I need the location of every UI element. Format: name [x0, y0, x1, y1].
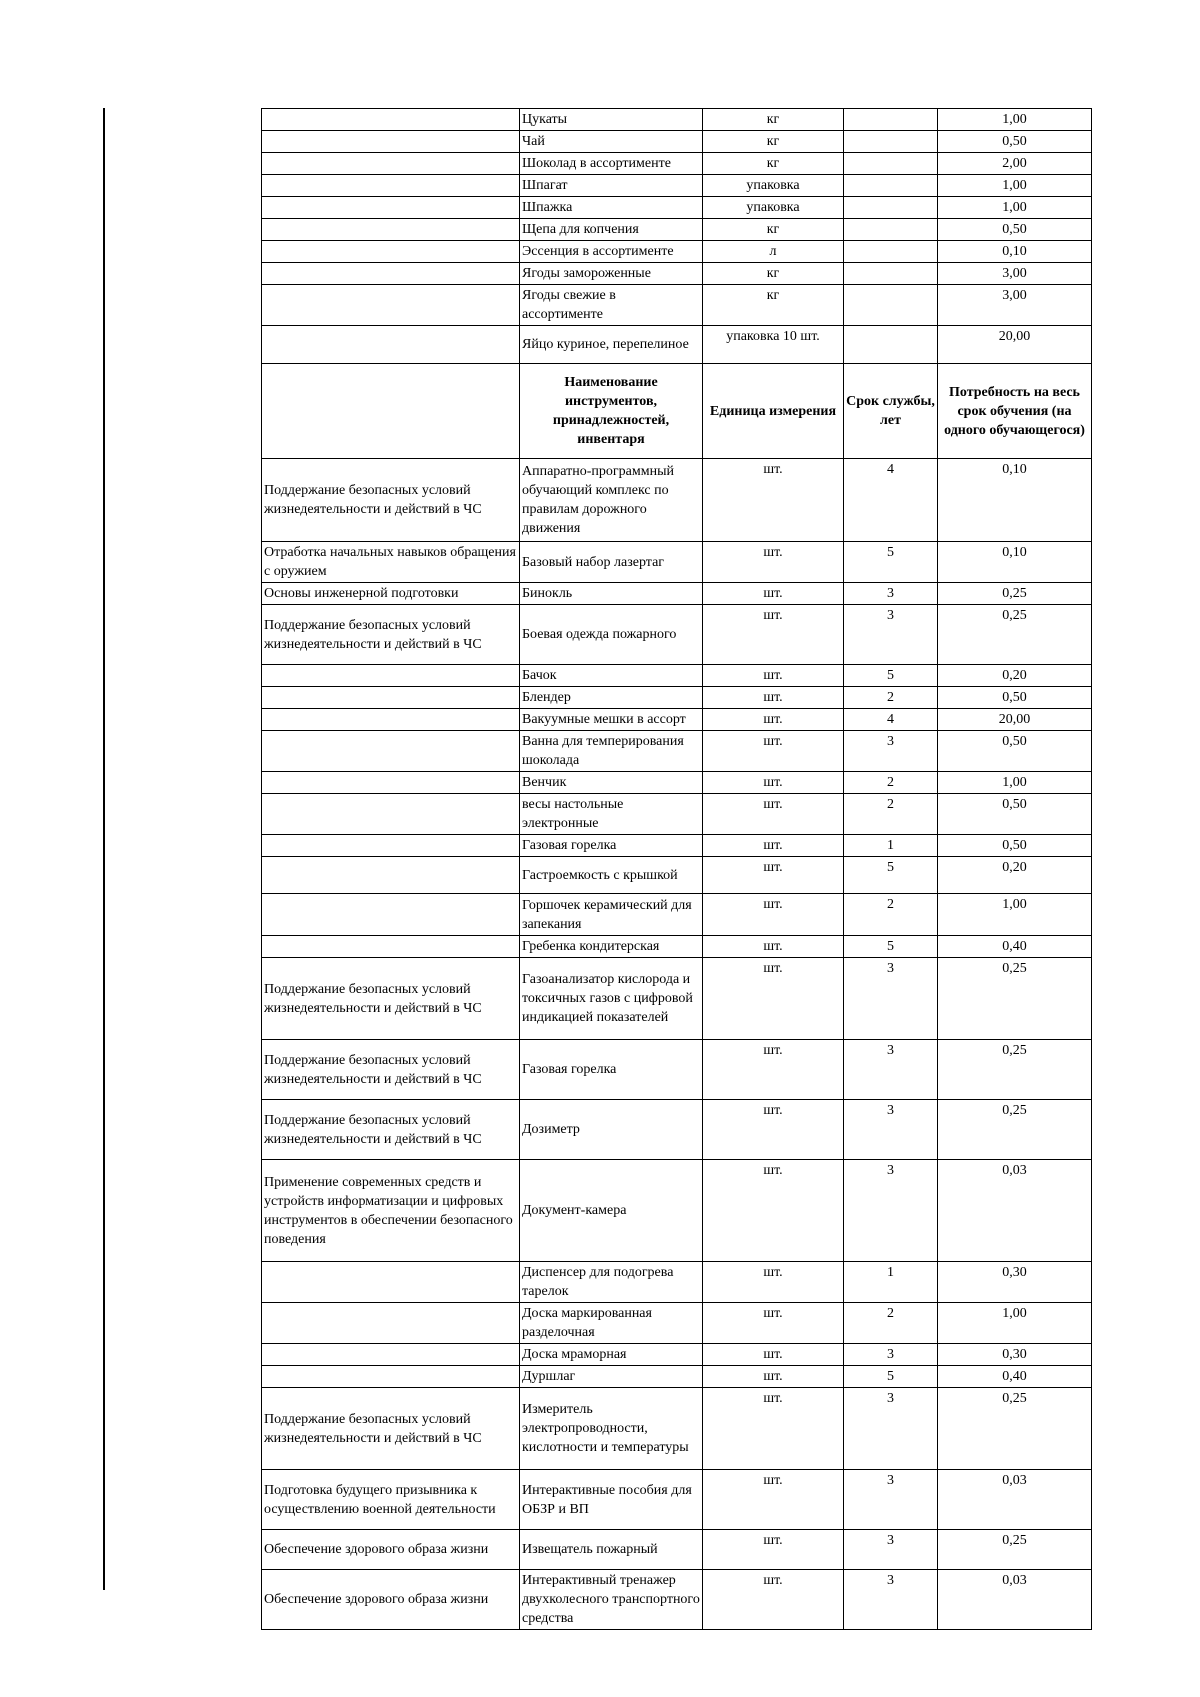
cell-unit: шт. [703, 794, 844, 835]
cell-need: 0,50 [938, 794, 1092, 835]
cell-name: весы настольные электронные [520, 794, 703, 835]
tool-row [262, 709, 1092, 731]
tool-row [262, 542, 1092, 583]
cell-life: 3 [844, 1530, 938, 1570]
cell-unit: кг [703, 109, 844, 131]
cell-life: 1 [844, 835, 938, 857]
cell-area [262, 772, 520, 794]
tool-row [262, 1262, 1092, 1303]
cell-name: Шоколад в ассортименте [520, 153, 703, 175]
cell-area: Поддержание безопасных условий жизнедеятельности и действий в ЧС [262, 1100, 520, 1160]
cell-area [262, 219, 520, 241]
cell-area: Поддержание безопасных условий жизнедеятельности и действий в ЧС [262, 1040, 520, 1100]
cell-name: Извещатель пожарный [520, 1530, 703, 1570]
cell-need: 1,00 [938, 772, 1092, 794]
cell-life: 3 [844, 1160, 938, 1262]
tool-row [262, 665, 1092, 687]
tool-row [262, 772, 1092, 794]
cell-name: Измеритель электропроводности, кислотности и температуры [520, 1388, 703, 1470]
cell-unit: шт. [703, 894, 844, 936]
cell-unit: упаковка [703, 175, 844, 197]
cell-area [262, 1262, 520, 1303]
cell-life: 2 [844, 687, 938, 709]
cell-life: 3 [844, 1388, 938, 1470]
cell-name: Доска мраморная [520, 1344, 703, 1366]
cell-unit: шт. [703, 1040, 844, 1100]
cell-area [262, 1366, 520, 1388]
cell-life: 3 [844, 583, 938, 605]
cell-area: Отработка начальных навыков обращения с оружием [262, 542, 520, 583]
cell-life: 3 [844, 605, 938, 665]
header-name: Наименование инструментов, принадлежностей, инвентаря [520, 364, 703, 459]
cell-need: 3,00 [938, 263, 1092, 285]
table-header [262, 364, 1092, 459]
cell-name: Яйцо куриное, перепелиное [520, 326, 703, 364]
cell-life: 1 [844, 1262, 938, 1303]
tool-row [262, 1160, 1092, 1262]
cell-need: 0,25 [938, 1100, 1092, 1160]
cell-name: Аппаратно-программный обучающий комплекс по правилам дорожного движения [520, 459, 703, 542]
cell-need: 0,30 [938, 1262, 1092, 1303]
cell-life: 5 [844, 936, 938, 958]
tool-row [262, 894, 1092, 936]
cell-need: 0,50 [938, 687, 1092, 709]
left-margin-line [103, 108, 105, 1590]
tool-row [262, 835, 1092, 857]
cell-unit: кг [703, 219, 844, 241]
cell-unit: шт. [703, 1388, 844, 1470]
tool-row [262, 687, 1092, 709]
cell-life: 3 [844, 731, 938, 772]
tool-row [262, 1388, 1092, 1470]
cell-unit: шт. [703, 1344, 844, 1366]
cell-need: 0,50 [938, 131, 1092, 153]
cell-need: 0,03 [938, 1160, 1092, 1262]
food-row [262, 109, 1092, 131]
tool-row [262, 583, 1092, 605]
cell-need: 0,30 [938, 1344, 1092, 1366]
food-row [262, 153, 1092, 175]
cell-life: 3 [844, 1570, 938, 1630]
tool-row [262, 1303, 1092, 1344]
food-row [262, 263, 1092, 285]
cell-life: 2 [844, 772, 938, 794]
cell-unit: упаковка 10 шт. [703, 326, 844, 364]
cell-need: 3,00 [938, 285, 1092, 326]
cell-name: Дозиметр [520, 1100, 703, 1160]
cell-area [262, 153, 520, 175]
cell-area [262, 1344, 520, 1366]
cell-unit: шт. [703, 542, 844, 583]
cell-unit: шт. [703, 687, 844, 709]
cell-area: Основы инженерной подготовки [262, 583, 520, 605]
cell-need: 0,40 [938, 936, 1092, 958]
cell-name: Интерактивный тренажер двухколесного транспортного средства [520, 1570, 703, 1630]
cell-unit: шт. [703, 605, 844, 665]
cell-unit: шт. [703, 772, 844, 794]
cell-need: 1,00 [938, 109, 1092, 131]
cell-need: 0,40 [938, 1366, 1092, 1388]
cell-name: Базовый набор лазертаг [520, 542, 703, 583]
cell-need: 0,03 [938, 1470, 1092, 1530]
tool-row [262, 857, 1092, 894]
cell-name: Ягоды свежие в ассортименте [520, 285, 703, 326]
cell-unit: шт. [703, 835, 844, 857]
cell-area: Обеспечение здорового образа жизни [262, 1530, 520, 1570]
cell-name: Шпажка [520, 197, 703, 219]
cell-area: Поддержание безопасных условий жизнедеятельности и действий в ЧС [262, 605, 520, 665]
cell-life: 5 [844, 542, 938, 583]
cell-unit: шт. [703, 958, 844, 1040]
cell-area [262, 794, 520, 835]
food-row [262, 285, 1092, 326]
cell-area [262, 731, 520, 772]
tool-row [262, 459, 1092, 542]
cell-unit: шт. [703, 459, 844, 542]
cell-unit: шт. [703, 1470, 844, 1530]
cell-name: Ягоды замороженные [520, 263, 703, 285]
food-row [262, 131, 1092, 153]
food-row [262, 197, 1092, 219]
tool-row [262, 1366, 1092, 1388]
cell-area [262, 197, 520, 219]
cell-need: 0,10 [938, 459, 1092, 542]
cell-unit: шт. [703, 1100, 844, 1160]
cell-unit: шт. [703, 665, 844, 687]
cell-unit: кг [703, 285, 844, 326]
header-unit: Единица измерения [703, 364, 844, 459]
cell-name: Диспенсер для подогрева тарелок [520, 1262, 703, 1303]
cell-area [262, 665, 520, 687]
cell-area [262, 131, 520, 153]
cell-need: 0,03 [938, 1570, 1092, 1630]
cell-area [262, 175, 520, 197]
cell-need: 0,25 [938, 605, 1092, 665]
cell-need: 0,10 [938, 542, 1092, 583]
cell-unit: шт. [703, 731, 844, 772]
tool-row [262, 605, 1092, 665]
tool-row [262, 1040, 1092, 1100]
cell-life [844, 131, 938, 153]
cell-need: 1,00 [938, 1303, 1092, 1344]
cell-unit: шт. [703, 1366, 844, 1388]
cell-area [262, 263, 520, 285]
cell-life: 2 [844, 1303, 938, 1344]
cell-unit: шт. [703, 1303, 844, 1344]
cell-life: 5 [844, 857, 938, 894]
cell-life: 3 [844, 1100, 938, 1160]
cell-name: Блендер [520, 687, 703, 709]
cell-unit: шт. [703, 857, 844, 894]
header-area [262, 364, 520, 459]
cell-need: 1,00 [938, 197, 1092, 219]
cell-unit: кг [703, 153, 844, 175]
cell-name: Щепа для копчения [520, 219, 703, 241]
cell-area [262, 241, 520, 263]
cell-name: Газоанализатор кислорода и токсичных газов с цифровой индикацией показателей [520, 958, 703, 1040]
cell-name: Шпагат [520, 175, 703, 197]
cell-life [844, 285, 938, 326]
cell-life: 5 [844, 665, 938, 687]
cell-name: Вакуумные мешки в ассорт [520, 709, 703, 731]
tools-section [262, 459, 1092, 1630]
cell-unit: кг [703, 263, 844, 285]
cell-unit: шт. [703, 1262, 844, 1303]
cell-need: 0,50 [938, 731, 1092, 772]
food-row [262, 241, 1092, 263]
cell-need: 0,25 [938, 1388, 1092, 1470]
cell-unit: упаковка [703, 197, 844, 219]
cell-life: 5 [844, 1366, 938, 1388]
cell-life [844, 241, 938, 263]
cell-name: Гастроемкость с крышкой [520, 857, 703, 894]
cell-area [262, 894, 520, 936]
cell-life [844, 153, 938, 175]
cell-unit: кг [703, 131, 844, 153]
cell-area: Применение современных средств и устройств информатизации и цифровых инструментов в обеспечении безопасного поведения [262, 1160, 520, 1262]
cell-area: Поддержание безопасных условий жизнедеятельности и действий в ЧС [262, 958, 520, 1040]
cell-name: Цукаты [520, 109, 703, 131]
cell-need: 20,00 [938, 326, 1092, 364]
cell-area [262, 1303, 520, 1344]
cell-name: Чай [520, 131, 703, 153]
cell-need: 0,20 [938, 857, 1092, 894]
cell-area [262, 936, 520, 958]
food-section [262, 109, 1092, 364]
cell-name: Венчик [520, 772, 703, 794]
header-life: Срок службы, лет [844, 364, 938, 459]
cell-area [262, 326, 520, 364]
cell-need: 1,00 [938, 175, 1092, 197]
cell-life: 2 [844, 894, 938, 936]
cell-name: Дуршлаг [520, 1366, 703, 1388]
cell-life: 3 [844, 1344, 938, 1366]
cell-name: Бинокль [520, 583, 703, 605]
cell-name: Документ-камера [520, 1160, 703, 1262]
cell-name: Газовая горелка [520, 1040, 703, 1100]
cell-name: Эссенция в ассортименте [520, 241, 703, 263]
cell-need: 0,25 [938, 958, 1092, 1040]
cell-life [844, 326, 938, 364]
cell-area [262, 687, 520, 709]
cell-need: 0,50 [938, 219, 1092, 241]
tool-row [262, 958, 1092, 1040]
cell-area [262, 857, 520, 894]
cell-name: Интерактивные пособия для ОБЗР и ВП [520, 1470, 703, 1530]
cell-life [844, 109, 938, 131]
cell-unit: шт. [703, 1530, 844, 1570]
tool-row [262, 1100, 1092, 1160]
cell-need: 1,00 [938, 894, 1092, 936]
header-need: Потребность на весь срок обучения (на одного обучающегося) [938, 364, 1092, 459]
cell-life [844, 219, 938, 241]
tool-row [262, 1570, 1092, 1630]
tool-row [262, 1530, 1092, 1570]
inventory-table [261, 108, 1092, 1630]
cell-need: 0,50 [938, 835, 1092, 857]
cell-area [262, 709, 520, 731]
cell-unit: шт. [703, 936, 844, 958]
cell-area: Подготовка будущего призывника к осуществлению военной деятельности [262, 1470, 520, 1530]
cell-name: Доска маркированная разделочная [520, 1303, 703, 1344]
cell-need: 0,25 [938, 583, 1092, 605]
cell-need: 0,10 [938, 241, 1092, 263]
cell-life [844, 263, 938, 285]
tool-row [262, 794, 1092, 835]
tool-row [262, 1470, 1092, 1530]
food-row [262, 219, 1092, 241]
cell-unit: шт. [703, 1570, 844, 1630]
cell-unit: шт. [703, 583, 844, 605]
cell-name: Боевая одежда пожарного [520, 605, 703, 665]
cell-life: 4 [844, 709, 938, 731]
tool-row [262, 731, 1092, 772]
cell-area [262, 109, 520, 131]
cell-life [844, 175, 938, 197]
tool-row [262, 936, 1092, 958]
cell-life [844, 197, 938, 219]
cell-name: Бачок [520, 665, 703, 687]
food-row [262, 326, 1092, 364]
cell-area: Обеспечение здорового образа жизни [262, 1570, 520, 1630]
cell-need: 0,25 [938, 1530, 1092, 1570]
cell-area [262, 835, 520, 857]
cell-life: 3 [844, 1040, 938, 1100]
cell-need: 0,25 [938, 1040, 1092, 1100]
cell-life: 3 [844, 1470, 938, 1530]
cell-area: Поддержание безопасных условий жизнедеятельности и действий в ЧС [262, 459, 520, 542]
cell-need: 2,00 [938, 153, 1092, 175]
cell-life: 3 [844, 958, 938, 1040]
cell-area: Поддержание безопасных условий жизнедеятельности и действий в ЧС [262, 1388, 520, 1470]
cell-life: 4 [844, 459, 938, 542]
cell-area [262, 285, 520, 326]
cell-life: 2 [844, 794, 938, 835]
cell-need: 20,00 [938, 709, 1092, 731]
cell-name: Газовая горелка [520, 835, 703, 857]
cell-unit: шт. [703, 1160, 844, 1262]
cell-unit: шт. [703, 709, 844, 731]
tool-row [262, 1344, 1092, 1366]
cell-need: 0,20 [938, 665, 1092, 687]
cell-name: Горшочек керамический для запекания [520, 894, 703, 936]
cell-name: Гребенка кондитерская [520, 936, 703, 958]
cell-unit: л [703, 241, 844, 263]
cell-name: Ванна для темперирования шоколада [520, 731, 703, 772]
food-row [262, 175, 1092, 197]
